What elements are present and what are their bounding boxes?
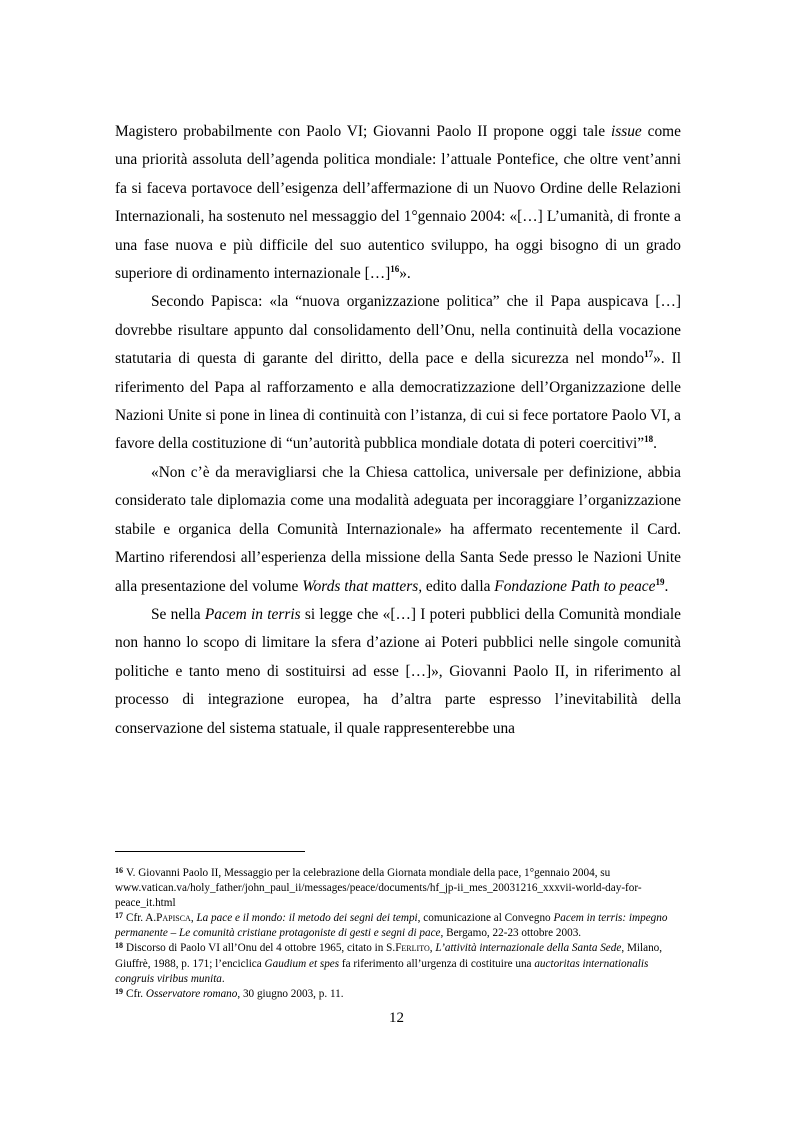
paragraph-1: Magistero probabilmente con Paolo VI; Giovanni Paolo II propone oggi tale issue come una priorità assoluta dell’agenda politica mondiale: l’attuale Pontefice, che oltre vent’anni fa si faceva portavoce dell’esigenza dell’affermazione di un Nuovo Ordine delle Relazioni Internazionali, ha sostenuto nel messaggio del 1°gennaio 2004: «[…] L’umanità, di fronte a una fase nuova e più difficile del suo autentico sviluppo, ha oggi bisogno di un grado superiore di ordinamento internazionale […]$^{16}$».: [115, 123, 681, 283]
italic-issue: issue: [610, 123, 642, 140]
footnote-18: $^{18}$ Discorso di Paolo VI all’Onu del 4 ottobre 1965, citato in S.Ferlito, L’attività internazionale della Santa Sede, Milano, Giuffrè, 1988, p. 171; l’enciclica Gaudium et spes fa riferimento all’urgenza di costituire una auctoritas internationalis congruis viribus munita.: [115, 941, 663, 985]
paragraph-2: Secondo Papisca: «la “nuova organizzazione politica” che il Papa auspicava […] dovrebbe risultare appunto dal consolidamento dell’Onu, nella continuità della vocazione statutaria di questa di garante del diritto, della pace e della sicurezza nel mondo$^{17}$». Il riferimento del Papa al rafforzamento e alla democratizzazione dell’Organizzazione delle Nazioni Unite si pone in linea di continuità con l’istanza, di cui si fece portatore Paolo VI, a favore della costituzione di “un’autorità pubblica mondiale dotata di poteri coercitivi”$^{18}$.: [115, 293, 682, 453]
paragraph-3: «Non c’è da meravigliarsi che la Chiesa cattolica, universale per definizione, abbia considerato tale diplomazia come una modalità adeguata per incoraggiare l’organizzazione stabile e organica della Comunità Internazionale» ha affermato recentemente il Card. Martino riferendosi all’esperienza della missione della Santa Sede presso le Nazioni Unite alla presentazione del volume Words that matters, edito dalla Fondazione Path to peace$^{19}$.: [115, 463, 681, 595]
paragraph-4: Se nella Pacem in terris si legge che «[…] I poteri pubblici della Comunità mondiale non hanno lo scopo di limitare la sfera d’azione ai Poteri pubblici nelle singole comunità politiche e tanto meno di sostituirsi ad esse […]», Giovanni Paolo II, in riferimento al processo di integrazione europea, ha d’altra parte espresso l’inevitabilità della conservazione del sistema statuale, il quale rappresenterebbe una: [115, 605, 681, 737]
italic-book-title: Words that matters,: [302, 577, 423, 595]
body-text: [115, 118, 681, 743]
italic-encyclical-title: Pacem in terris: [204, 605, 301, 623]
footnote-ref-18[interactable]: 18: [644, 434, 654, 445]
footnote-19: $^{19}$ Cfr. Osservatore romano, 30 giugno 2003, p. 11.: [115, 986, 344, 1000]
page-number: 12: [389, 1010, 404, 1026]
footnote-16: $^{16}$ V. Giovanni Paolo II, Messaggio per la celebrazione della Giornata mondiale della pace, 1°gennaio 2004, su www.vatican.va/holy_father/john_paul_ii/messages/peace/documents/hf_jp-ii_mes_20031216_xxxvii-world-day-for-peace_it.html: [115, 866, 642, 910]
footnote-ref-19[interactable]: 19: [655, 576, 665, 587]
footnote-separator: [115, 851, 305, 852]
footnote-ref-17[interactable]: 17: [644, 349, 654, 360]
footnote-17: $^{17}$ Cfr. A.Papisca, La pace e il mondo: il metodo dei segni dei tempi, comunicazione al Convegno Pacem in terris: impegno permanente – Le comunità cristiane protagoniste di gesti e segni di pace, Bergamo, 22-23 ottobre 2003.: [115, 911, 668, 940]
footnote-ref-16[interactable]: 16: [390, 264, 400, 275]
italic-foundation-name: Fondazione Path to peace: [494, 577, 656, 595]
footnotes: [115, 866, 681, 1002]
